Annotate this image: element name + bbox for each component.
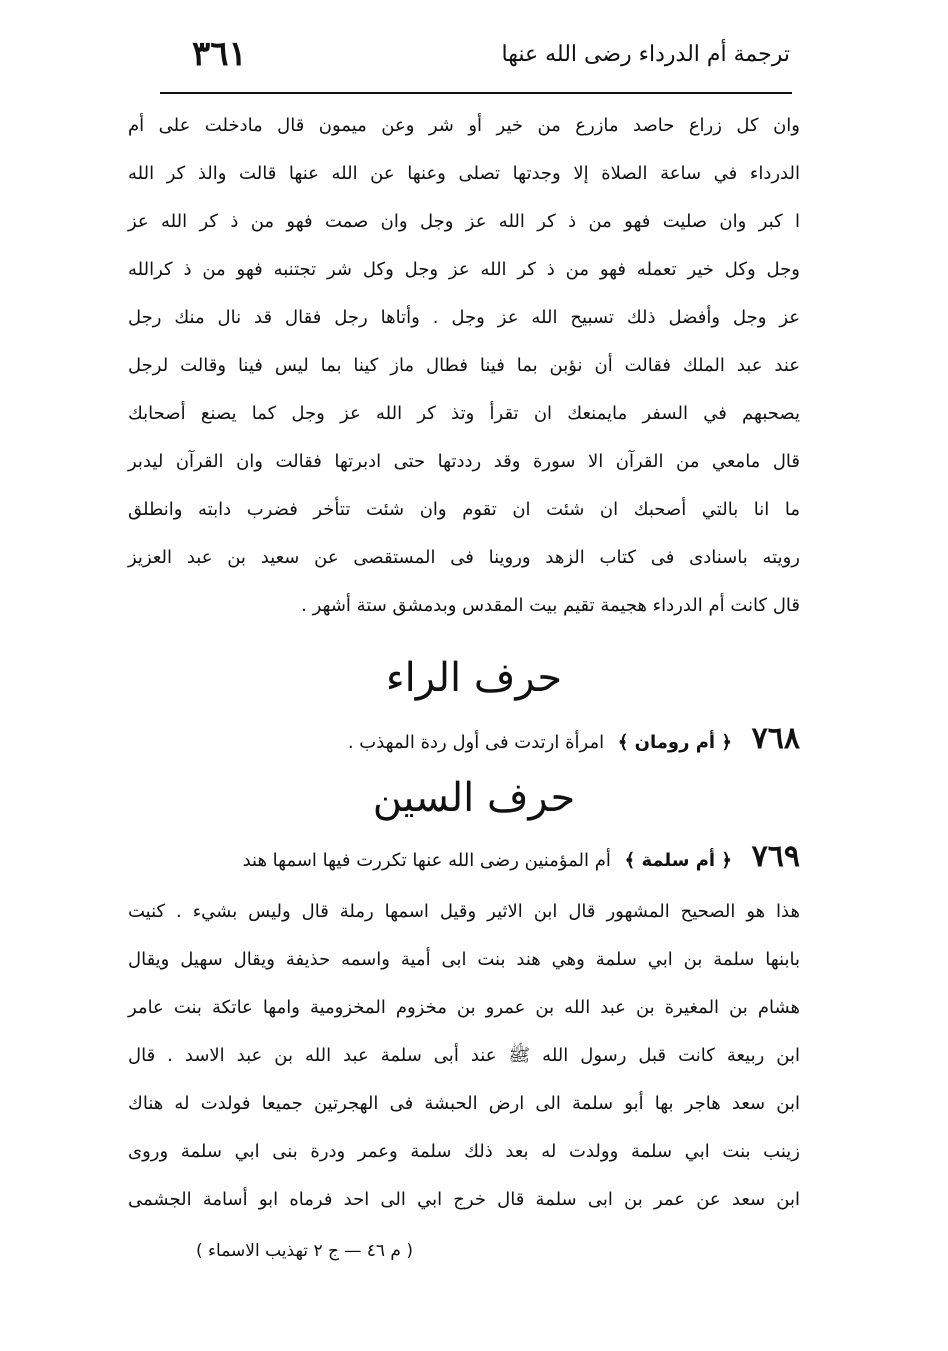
body-line: ابن سعد هاجر بها أبو سلمة الى ارض الحبشة فى الهجرتين جميعا فولدت له هناك bbox=[128, 1093, 800, 1114]
entry-769 bbox=[128, 839, 800, 876]
body-line: ا كبر وان صليت فهو من ذ كر الله عز وجل وان صمت فهو من ذ كر الله عز bbox=[128, 211, 800, 232]
body-line: زينب بنت ابي سلمة وولدت له بعد ذلك سلمة وعمر ودرة بنى ابي سلمة وروى bbox=[128, 1141, 800, 1162]
body-line: وجل وكل خير تعمله فهو من ذ كر الله عز وجل وكل شر تجتنبه فهو من ذ كرالله bbox=[128, 259, 800, 280]
body-line: ما انا بالتي أصحبك ان شئت ان تقوم وان شئت تتأخر فضرب دابته وانطلق bbox=[128, 499, 800, 520]
entry-768 bbox=[128, 721, 800, 758]
page-number: ٣٦١ bbox=[192, 34, 247, 74]
running-header-title: ترجمة أم الدرداء رضى الله عنها bbox=[501, 42, 790, 67]
body-line: وان كل زراع حاصد مازرع من خير أو شر وعن ميمون قال مادخلت على أم bbox=[128, 115, 800, 136]
body-line: رويته باسنادى فى كتاب الزهد وروينا فى المستقصى عن سعيد بن عبد العزيز bbox=[128, 547, 800, 568]
body-line: يصحبهم في السفر مايمنعك ان تقرأ وتذ كر الله عز وجل كما يصنع أصحابك bbox=[128, 403, 800, 424]
running-header bbox=[170, 34, 790, 84]
entry-text: أم المؤمنين رضى الله عنها تكررت فيها اسمها هند bbox=[242, 850, 611, 871]
body-line: قال مامعي من القرآن الا سورة وقد رددتها حتى ادبرتها فقالت وان القرآن ليدبر bbox=[128, 451, 800, 472]
section-heading-ra: حرف الراء bbox=[385, 655, 563, 701]
body-line: عند عبد الملك فقالت أن نؤبن بما فينا فطال ماز كينا بما ليس فينا وقالت لرجل bbox=[128, 355, 800, 376]
body-line: قال كانت أم الدرداء هجيمة تقيم بيت المقدس وبدمشق ستة أشهر . bbox=[301, 595, 800, 616]
body-line: عز وجل وأفضل ذلك تسبيح الله عز وجل . وأتاها رجل فقال قد نال منك رجل bbox=[128, 307, 800, 328]
body-line: ابن سعد عن عمر بن ابى سلمة قال خرج ابي الى احد فرماه ابو أسامة الجشمى bbox=[128, 1189, 800, 1210]
entry-name: ﴿ أم رومان ﴾ bbox=[617, 732, 732, 753]
entry-number: ٧٦٩ bbox=[751, 839, 800, 874]
body-line: بابنها سلمة بن ابي سلمة وهي هند بنت ابى أمية واسمه حذيفة ويقال سهيل ويقال bbox=[128, 949, 800, 970]
entry-text: امرأة ارتدت فى أول ردة المهذب . bbox=[347, 732, 605, 753]
entry-name: ﴿ أم سلمة ﴾ bbox=[624, 850, 732, 871]
body-line: هذا هو الصحيح المشهور قال ابن الاثير وقيل اسمها رملة قال وليس بشيء . كنيت bbox=[128, 901, 800, 922]
entry-number: ٧٦٨ bbox=[751, 721, 800, 756]
body-line: ابن ربيعة كانت قبل رسول الله ﷺ عند أبى سلمة عبد الله بن عبد الاسد . قال bbox=[128, 1045, 800, 1066]
header-rule bbox=[160, 92, 792, 94]
body-line: هشام بن المغيرة بن عبد الله بن عمرو بن مخزوم المخزومية وامها عاتكة بنت عامر bbox=[128, 997, 800, 1018]
section-heading-sin: حرف السين bbox=[372, 775, 576, 821]
signature-mark: ( م ٤٦ — ج ٢ تهذيب الاسماء ) bbox=[196, 1241, 413, 1261]
body-line: الدرداء في ساعة الصلاة إلا وجدتها تصلى وعنها عن الله عنها قالت والذ كر الله bbox=[128, 163, 800, 184]
